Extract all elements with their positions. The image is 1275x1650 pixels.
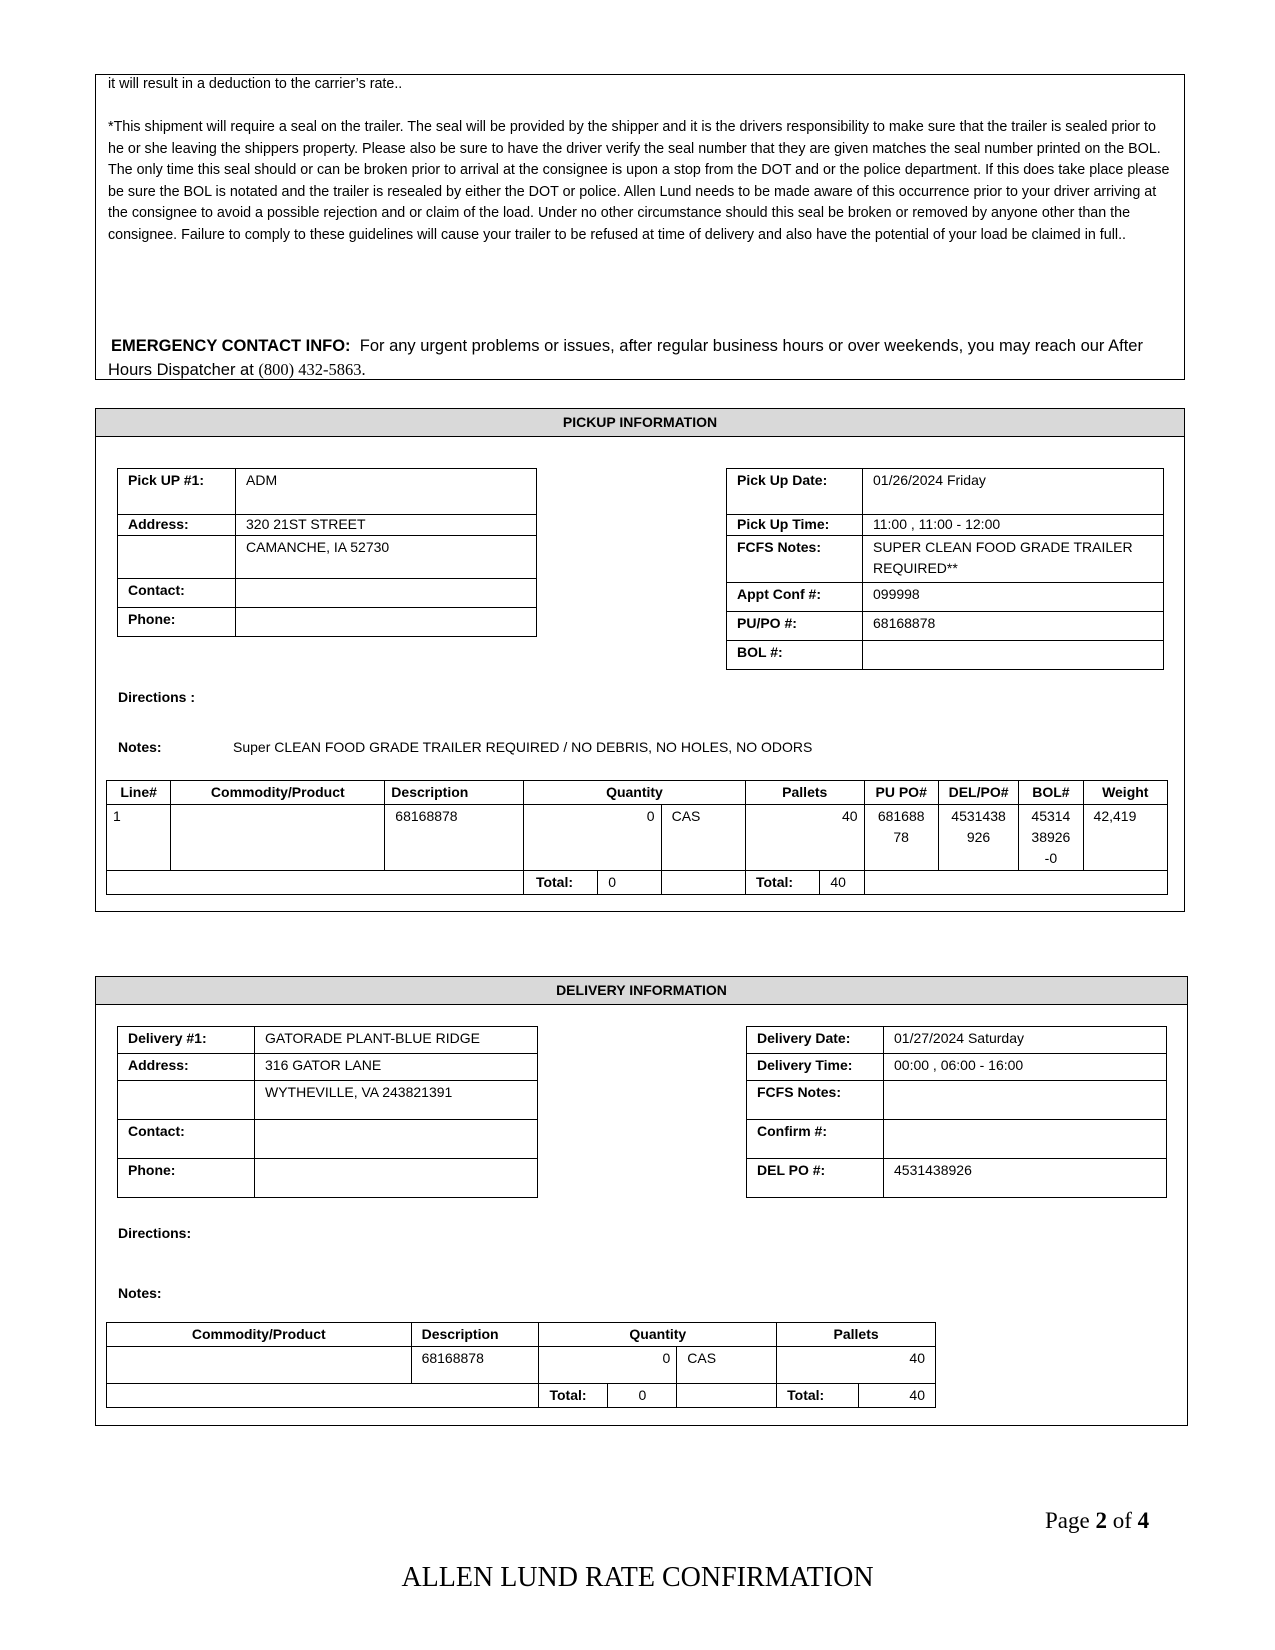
del-line-description: 68168878 xyxy=(411,1347,539,1384)
delivery-contact-value xyxy=(255,1120,538,1159)
delivery-lines-table xyxy=(106,1322,936,1408)
pickup-appt-label: Appt Conf #: xyxy=(727,583,863,612)
line-pallets: 40 xyxy=(745,805,864,871)
table-row xyxy=(107,1347,936,1384)
pickup-address-line2: CAMANCHE, IA 52730 xyxy=(236,536,537,579)
del-line-commodity xyxy=(107,1347,412,1384)
emergency-text: For any urgent problems or issues, after regular business hours or over weekends, you may reach our After Hours Dispatcher at xyxy=(108,337,1143,379)
line-description: 68168878 xyxy=(385,805,524,871)
delivery-number-value: GATORADE PLANT-BLUE RIDGE xyxy=(255,1027,538,1054)
pickup-bol-label: BOL #: xyxy=(727,641,863,670)
line-pu-po xyxy=(864,805,938,871)
bol-part-2: 38926 xyxy=(1031,829,1071,845)
pickup-time-value: 11:00 , 11:00 - 12:00 xyxy=(863,515,1164,536)
pickup-contact-value xyxy=(236,579,537,608)
col-line: Line# xyxy=(107,781,171,805)
page-number xyxy=(1045,1508,1149,1534)
pickup-left-table xyxy=(117,468,537,637)
pickup-pupo-value: 68168878 xyxy=(863,612,1164,641)
pickup-bol-value xyxy=(863,641,1164,670)
table-row xyxy=(107,805,1168,871)
delivery-left-table xyxy=(117,1026,538,1198)
emergency-phone: (800) 432-5863. xyxy=(258,360,366,379)
pickup-address-spacer xyxy=(118,536,236,579)
col-pallets: Pallets xyxy=(745,781,864,805)
pickup-time-label: Pick Up Time: xyxy=(727,515,863,536)
page-current: 2 xyxy=(1095,1508,1107,1533)
delivery-confirm-value xyxy=(884,1120,1167,1159)
emergency-contact xyxy=(108,334,1178,382)
delivery-delpo-value: 4531438926 xyxy=(884,1159,1167,1198)
del-col-pallets: Pallets xyxy=(777,1323,936,1347)
del-po-part-2: 926 xyxy=(966,829,991,845)
totals-unit-spacer xyxy=(661,871,745,895)
del-total-pallets-value: 40 xyxy=(859,1384,936,1408)
total-quantity-value: 0 xyxy=(598,871,661,895)
delivery-phone-value xyxy=(255,1159,538,1198)
bol-part-3: -0 xyxy=(1044,850,1058,866)
total-pallets-value: 40 xyxy=(820,871,864,895)
emergency-label: EMERGENCY CONTACT INFO: xyxy=(111,337,351,355)
total-pallets-label: Total: xyxy=(745,871,819,895)
pickup-number-value: ADM xyxy=(236,469,537,515)
del-col-commodity: Commodity/Product xyxy=(107,1323,412,1347)
totals-tail-spacer xyxy=(864,871,1167,895)
delivery-fcfs-label: FCFS Notes: xyxy=(747,1081,884,1120)
pickup-phone-value xyxy=(236,608,537,637)
col-commodity: Commodity/Product xyxy=(171,781,385,805)
pickup-fcfs-label: FCFS Notes: xyxy=(727,536,863,583)
line-weight: 42,419 xyxy=(1083,805,1167,871)
col-description: Description xyxy=(385,781,524,805)
delivery-phone-label: Phone: xyxy=(118,1159,255,1198)
del-total-pallets-label: Total: xyxy=(777,1384,859,1408)
pickup-date-value: 01/26/2024 Friday xyxy=(863,469,1164,515)
delivery-right-table xyxy=(746,1026,1167,1198)
delivery-address-line1: 316 GATOR LANE xyxy=(255,1054,538,1081)
totals-row xyxy=(107,1384,936,1408)
seal-notice: *This shipment will require a seal on the trailer. The seal will be provided by the shipper and it is the drivers responsibility to make sure that the trailer is sealed prior to he or she leaving the shippers property. Please also be sure to have the driver verify the seal number that they are given matches the seal number printed on the BOL. The only time this seal should or can be broken prior to arrival at the consignee is upon a stop from the DOT and or the police department. If this does take place please be sure the BOL is notated and the trailer is resealed by either the DOT or police. Allen Lund needs to be made aware of this occurrence prior to your driver arriving at the consignee to avoid a possible rejection and or claim of the load. Under no other circumstance should this seal be broken or removed by anyone other than the consignee. Failure to comply to these guidelines will cause your trailer to be refused at time of delivery and also have the potential of your load be claimed in full.. xyxy=(108,119,1170,243)
del-line-pallets: 40 xyxy=(777,1347,936,1384)
del-total-quantity-label: Total: xyxy=(539,1384,608,1408)
delivery-notes-label: Notes: xyxy=(118,1285,162,1301)
line-bol xyxy=(1019,805,1083,871)
line-quantity: 0 xyxy=(523,805,661,871)
line-del-po xyxy=(938,805,1018,871)
col-weight: Weight xyxy=(1083,781,1167,805)
delivery-header: DELIVERY INFORMATION xyxy=(96,977,1187,1005)
del-col-quantity: Quantity xyxy=(539,1323,777,1347)
pickup-fcfs-value: SUPER CLEAN FOOD GRADE TRAILER REQUIRED** xyxy=(863,536,1164,583)
line-commodity xyxy=(171,805,385,871)
document-title: ALLEN LUND RATE CONFIRMATION xyxy=(401,1562,874,1593)
delivery-time-label: Delivery Time: xyxy=(747,1054,884,1081)
delivery-time-value: 00:00 , 06:00 - 16:00 xyxy=(884,1054,1167,1081)
page-total: 4 xyxy=(1137,1508,1150,1533)
delivery-directions-label: Directions: xyxy=(118,1225,192,1241)
col-quantity: Quantity xyxy=(523,781,745,805)
pickup-directions-label: Directions : xyxy=(118,689,196,705)
del-line-quantity: 0 xyxy=(539,1347,677,1384)
del-po-part-1: 4531438 xyxy=(951,808,1006,824)
totals-row xyxy=(107,871,1168,895)
pickup-appt-value: 099998 xyxy=(863,583,1164,612)
delivery-date-label: Delivery Date: xyxy=(747,1027,884,1054)
pickup-lines-table xyxy=(106,780,1168,895)
del-col-description: Description xyxy=(411,1323,539,1347)
delivery-confirm-label: Confirm #: xyxy=(747,1120,884,1159)
deduction-note: it will result in a deduction to the carrier’s rate.. xyxy=(108,76,403,92)
line-unit: CAS xyxy=(661,805,745,871)
delivery-delpo-label: DEL PO #: xyxy=(747,1159,884,1198)
pickup-address-line1: 320 21ST STREET xyxy=(236,515,537,536)
pickup-pupo-label: PU/PO #: xyxy=(727,612,863,641)
delivery-date-value: 01/27/2024 Saturday xyxy=(884,1027,1167,1054)
totals-spacer xyxy=(107,871,524,895)
del-totals-unit-spacer xyxy=(677,1384,777,1408)
page-prefix: Page xyxy=(1045,1508,1096,1533)
pickup-number-label: Pick UP #1: xyxy=(118,469,236,515)
col-bol: BOL# xyxy=(1019,781,1083,805)
delivery-address-label: Address: xyxy=(118,1054,255,1081)
delivery-contact-label: Contact: xyxy=(118,1120,255,1159)
delivery-fcfs-value xyxy=(884,1081,1167,1120)
line-number: 1 xyxy=(107,805,171,871)
pickup-address-label: Address: xyxy=(118,515,236,536)
delivery-address-line2: WYTHEVILLE, VA 243821391 xyxy=(255,1081,538,1120)
pu-po-part-2: 78 xyxy=(893,829,909,845)
pickup-header: PICKUP INFORMATION xyxy=(96,409,1184,437)
page-of: of xyxy=(1106,1508,1138,1533)
col-del-po: DEL/PO# xyxy=(938,781,1018,805)
bol-part-1: 45314 xyxy=(1031,808,1071,824)
del-totals-spacer xyxy=(107,1384,539,1408)
delivery-address-spacer xyxy=(118,1081,255,1120)
pu-po-part-1: 681688 xyxy=(877,808,925,824)
total-quantity-label: Total: xyxy=(523,871,597,895)
col-pu-po: PU PO# xyxy=(864,781,938,805)
pickup-date-label: Pick Up Date: xyxy=(727,469,863,515)
pickup-phone-label: Phone: xyxy=(118,608,236,637)
pickup-notes-value: Super CLEAN FOOD GRADE TRAILER REQUIRED / NO DEBRIS, NO HOLES, NO ODORS xyxy=(233,739,813,755)
pickup-contact-label: Contact: xyxy=(118,579,236,608)
pickup-notes-label: Notes: xyxy=(118,739,162,755)
del-total-quantity-value: 0 xyxy=(608,1384,677,1408)
pickup-right-table xyxy=(726,468,1164,670)
delivery-number-label: Delivery #1: xyxy=(118,1027,255,1054)
del-line-unit: CAS xyxy=(677,1347,777,1384)
